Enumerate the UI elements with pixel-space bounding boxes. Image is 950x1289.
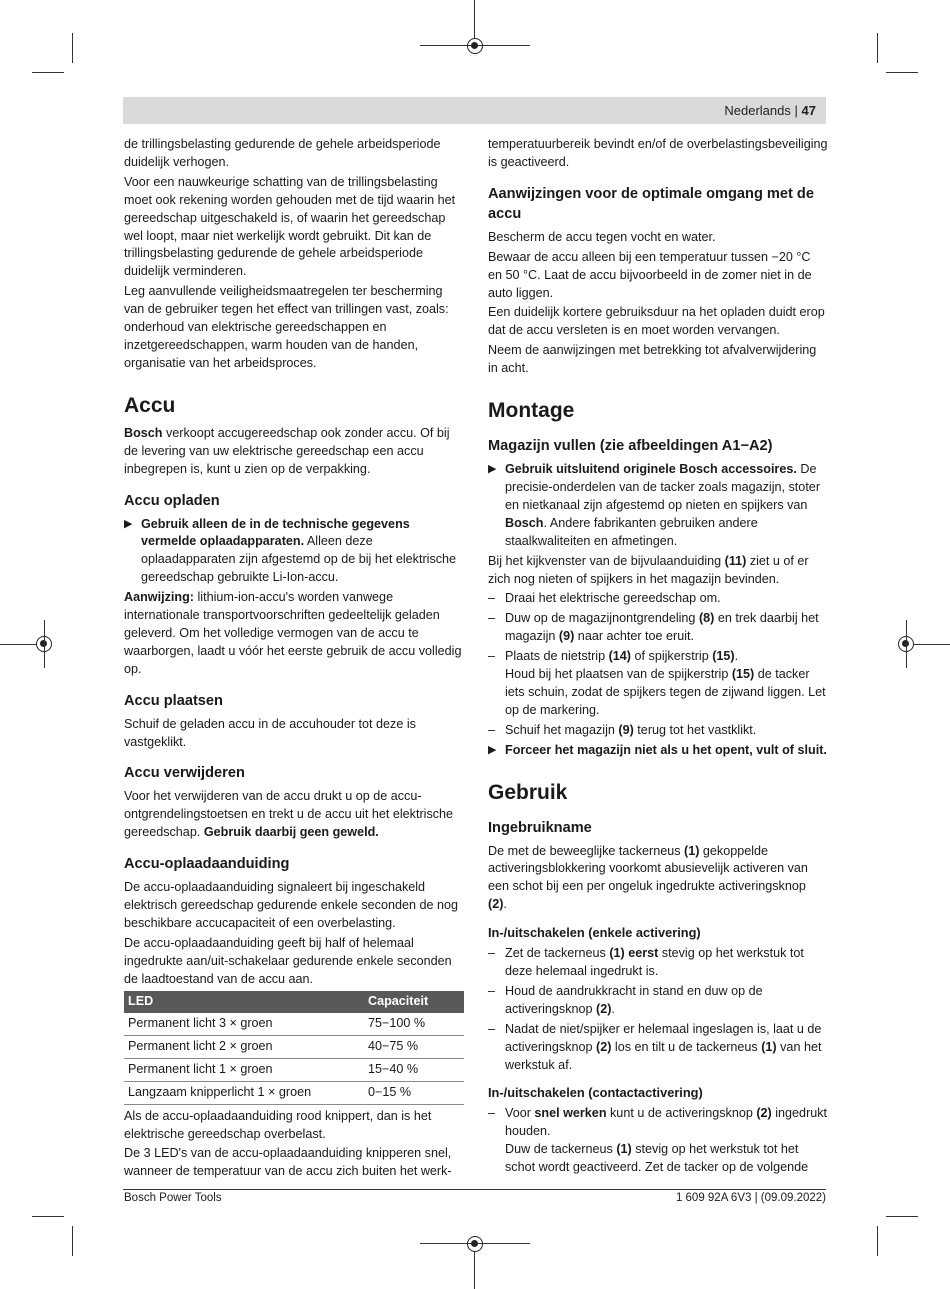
section-heading-gebruik: Gebruik [488, 780, 568, 804]
bold-text: Gebruik daarbij geen geweld. [203, 825, 379, 840]
ref-number: (11) [724, 553, 747, 568]
brand-name: Bosch [505, 515, 544, 530]
table-cell: Permanent licht 3 × groen [124, 1013, 364, 1036]
crop-mark [877, 1226, 878, 1256]
safety-bullet [488, 461, 828, 551]
crop-mark [32, 1216, 64, 1217]
subheading-enkele-activering: In-/uitschakelen (enkele activering) [488, 925, 701, 941]
list-item [488, 945, 828, 981]
crop-mark [72, 33, 73, 63]
footer-divider [123, 1189, 826, 1190]
triangle-bullet-icon: ▶ [488, 463, 497, 476]
table-row [124, 1013, 464, 1036]
paragraph: Voor een nauwkeurige schatting van de trillingsbelasting moet ook rekening worden gehouden met de tijd waarin het gereedschap uitgeschakeld is, of waarin het gereedschap wel loopt, maar niet werkelijk wordt gebruikt. Dit kan de trillingsbelasting gedurende de gehele arbeidsperiode duidelijk verminderen. [124, 174, 456, 279]
paragraph: Als de accu-oplaadaanduiding rood knippert, dan is het elektrische gereedschap overbelast. [124, 1108, 432, 1141]
page-header [123, 97, 826, 124]
paragraph: de trillingsbelasting gedurende de gehele arbeidsperiode duidelijk verhogen. [124, 137, 441, 169]
bullet-text: Alleen deze oplaadapparaten zijn afgestemd op de bij het elektrische gereedschap gebruikte Li-Ion-accu. [141, 534, 457, 585]
text: Houd de aandrukkracht in stand en duw op de activeringsknop [505, 983, 763, 1016]
list-item [488, 648, 828, 720]
text: Duw de tackerneus [505, 1142, 617, 1157]
column-header-capaciteit: Capaciteit [364, 991, 464, 1013]
list-item [488, 610, 828, 646]
crop-mark [32, 72, 64, 73]
paragraph: temperatuurbereik bevindt en/of de overbelastingsbeveiliging is geactiveerd. [488, 137, 828, 169]
text: Nadat de niet/spijker er helemaal ingeslagen is, laat u de activeringsknop [505, 1021, 822, 1054]
paragraph [124, 425, 464, 479]
header-separator: | [794, 103, 798, 118]
bullet-text: . Andere fabrikanten gebruiken andere staalkwaliteiten en afmetingen. [505, 515, 758, 548]
text: lithium-ion-accu's worden vanwege internationale transportvoorschriften gedeeltelijk geladen geleverd. Om het volledige vermogen van de accu te waarborgen, laadt u vóór het eerste gebruik de accu volledig op. [124, 590, 462, 676]
text: verkoopt accugereedschap ook zonder accu. Of bij de levering van uw elektrische gereedschap een accu inbegrepen is, kunt u zien op de verpakking. [124, 425, 450, 476]
ref-number: (1) [761, 1039, 777, 1054]
table-cell: 75−100 % [364, 1013, 464, 1036]
table-cell: Langzaam knipperlicht 1 × groen [124, 1081, 364, 1104]
list-item [488, 1021, 828, 1075]
ref-number: (1) [616, 1142, 632, 1157]
text: Duw op de magazijnontgrendeling [505, 611, 699, 626]
text: Houd bij het plaatsen van de spijkerstrip [505, 667, 732, 682]
bullet-text: De precisie-onderdelen van de tacker zoals magazijn, stoter en nietkanaal zijn afgestemd op nieten en spijkers van [505, 462, 821, 512]
paragraph: De accu-oplaadaanduiding geeft bij half of helemaal ingedrukte aan/uit-schakelaar gedurende enkele seconden de laadtoestand van de accu aan. [124, 935, 452, 986]
bullet-bold: Gebruik alleen de in de technische gegevens vermelde oplaadapparaten. [141, 516, 410, 549]
right-column [488, 136, 828, 1179]
subheading-magazijn-vullen: Magazijn vullen (zie afbeeldingen A1−A2) [488, 438, 773, 455]
crop-mark [474, 1252, 475, 1289]
section-heading-accu: Accu [124, 393, 176, 417]
dash-bullet: – [488, 591, 496, 606]
triangle-bullet-icon: ▶ [488, 743, 497, 756]
subheading-ingebruikname: Ingebruikname [488, 819, 592, 836]
paragraph [488, 843, 828, 915]
text: of spijkerstrip [631, 649, 713, 664]
subheading-accu-verwijderen: Accu verwijderen [124, 765, 245, 782]
list-item [488, 1105, 828, 1177]
bold-text: snel werken [534, 1106, 607, 1121]
text: ziet u of er zich nog nieten of spijkers in het magazijn bevinden. [488, 553, 809, 586]
dash-bullet: – [488, 722, 496, 737]
text: . [503, 897, 507, 912]
text: los en tilt u de tackerneus [611, 1039, 762, 1054]
paragraph: Schuif de geladen accu in de accuhouder tot deze is vastgeklikt. [124, 716, 416, 749]
paragraph: Bescherm de accu tegen vocht en water. [488, 229, 716, 244]
header-text [724, 103, 816, 118]
table-cell: 0−15 % [364, 1081, 464, 1104]
paragraph: De accu-oplaadaanduiding signaleert bij ingeschakeld elektrisch gereedschap gedurende enkele seconden de nog beschikbare accucapaciteit of een overbelasting. [124, 880, 458, 930]
subheading-accu-opladen: Accu opladen [124, 492, 220, 509]
list-item [488, 722, 828, 740]
paragraph [124, 589, 464, 679]
table-cell: Permanent licht 1 × groen [124, 1058, 364, 1081]
text: Voor het verwijderen van de accu drukt u op de accu-ontgrendelingstoetsen en trekt u de accu uit het elektrische gereedschap. [124, 789, 454, 840]
ref-number: (15) [731, 667, 755, 682]
text: en trek daarbij het magazijn [505, 611, 819, 644]
subheading-contactactivering: In-/uitschakelen (contactactivering) [488, 1085, 703, 1101]
dash-bullet: – [488, 946, 496, 961]
footer-brand: Bosch Power Tools [124, 1192, 222, 1204]
paragraph [124, 788, 464, 842]
text: De met de beweeglijke tackerneus [488, 843, 685, 858]
crop-mark [886, 72, 918, 73]
paragraph: Neem de aanwijzingen met betrekking tot afvalverwijdering in acht. [488, 343, 817, 376]
header-language: Nederlands [724, 103, 791, 118]
paragraph: Leg aanvullende veiligheidsmaatregelen ter bescherming van de gebruiker tegen het effect van trillingen vast, zoals: onderhoud van elektrische gereedschappen en inzetgereedschappen, warm houden van de handen, organisatie van het arbeidsproces. [124, 284, 449, 370]
dash-bullet: – [488, 1106, 496, 1121]
ref-number: (9) [558, 629, 575, 644]
ref-number: (2) [756, 1106, 772, 1121]
brand-name: Bosch [124, 425, 163, 440]
registration-mark-icon [467, 38, 483, 54]
dash-bullet: – [488, 649, 496, 664]
paragraph [488, 553, 828, 589]
text: ingedrukt houden. [505, 1106, 828, 1139]
left-column [124, 136, 464, 1183]
paragraph: De 3 LED's van de accu-oplaadaanduiding knipperen snel, wanneer de temperatuur van de accu zich buiten het werk- [124, 1146, 452, 1179]
crop-mark [72, 1226, 73, 1256]
ref-number: (14) [608, 649, 632, 664]
crop-mark [906, 620, 907, 668]
crop-mark [914, 644, 950, 645]
text: . [611, 1001, 615, 1016]
table-cell: 15−40 % [364, 1058, 464, 1081]
subheading-accu-plaatsen: Accu plaatsen [124, 692, 223, 709]
text: naar achter toe eruit. [574, 629, 695, 644]
registration-mark-icon [467, 1236, 483, 1252]
list-item [488, 983, 828, 1019]
subheading-accu-oplaadaanduiding: Accu-oplaadaanduiding [124, 856, 290, 873]
ref-number: (2) [596, 1039, 612, 1054]
column-header-led: LED [124, 991, 364, 1013]
page-number: 47 [801, 103, 816, 118]
ref-number: (2) [596, 1001, 612, 1016]
subheading-accu-tips: Aanwijzingen voor de optimale omgang met de accu [488, 185, 814, 222]
text: de tacker iets schuin, zodat de spijkers tegen de zijwand liggen. Let op de markering. [505, 667, 826, 717]
ref-number: (9) [618, 722, 634, 737]
ref-number: (2) [488, 897, 504, 912]
table-header-row [124, 991, 464, 1013]
ref-number: (8) [698, 611, 715, 626]
crop-mark [877, 33, 878, 63]
triangle-bullet-icon: ▶ [124, 517, 133, 530]
led-capacity-table [124, 991, 464, 1105]
crop-mark [0, 644, 36, 645]
note-label: Aanwijzing: [124, 590, 194, 605]
ref-number: (1) [684, 843, 700, 858]
table-cell: 40−75 % [364, 1035, 464, 1058]
bullet-bold: Gebruik uitsluitend originele Bosch accessoires. [505, 462, 797, 477]
safety-bullet [488, 742, 828, 760]
table-row [124, 1058, 464, 1081]
list-item [488, 590, 828, 608]
text: stevig op het werkstuk tot het schot wordt geactiveerd. Zet de tacker op de volgende [505, 1142, 809, 1175]
table-row [124, 1035, 464, 1058]
text: kunt u de activeringsknop [606, 1106, 757, 1121]
crop-mark [886, 1216, 918, 1217]
dash-bullet: – [488, 983, 496, 998]
crop-mark [474, 0, 475, 38]
footer-doc-number: 1 609 92A 6V3 | (09.09.2022) [675, 1192, 826, 1204]
safety-bullet [124, 516, 464, 588]
dash-bullet: – [488, 1021, 496, 1036]
text: stevig op het werkstuk tot deze helemaal ingedrukt is. [505, 946, 804, 978]
text: van het werkstuk af. [505, 1039, 822, 1072]
text: . [734, 649, 739, 664]
text: terug tot het vastklikt. [633, 722, 757, 737]
text: Zet de tackerneus [505, 946, 610, 961]
dash-bullet: – [488, 611, 496, 626]
text: Plaats de nietstrip [505, 649, 609, 664]
crop-mark [44, 620, 45, 668]
table-cell: Permanent licht 2 × groen [124, 1035, 364, 1058]
text: Bij het kijkvenster van de bijvulaanduiding [488, 553, 725, 568]
section-heading-montage: Montage [488, 399, 575, 423]
text: Schuif het magazijn [505, 722, 619, 737]
text: gekoppelde activeringsblokkering voorkomt abusievelijk activeren van een schot bij een per ongeluk ingedrukte activeringsknop [488, 843, 808, 894]
bullet-bold: Forceer het magazijn niet als u het opent, vult of sluit. [505, 742, 827, 757]
table-row [124, 1081, 464, 1104]
text: Voor [505, 1106, 535, 1121]
paragraph: Bewaar de accu alleen bij een temperatuur tussen −20 °C en 50 °C. Laat de accu bijvoorbeeld in de zomer niet in de auto liggen. [488, 249, 812, 300]
ref-number: (1) eerst [609, 946, 659, 961]
text: Draai het elektrische gereedschap om. [505, 591, 721, 606]
ref-number: (15) [712, 649, 735, 664]
paragraph: Een duidelijk kortere gebruiksduur na het opladen duidt erop dat de accu versleten is en moet worden vervangen. [488, 305, 825, 338]
